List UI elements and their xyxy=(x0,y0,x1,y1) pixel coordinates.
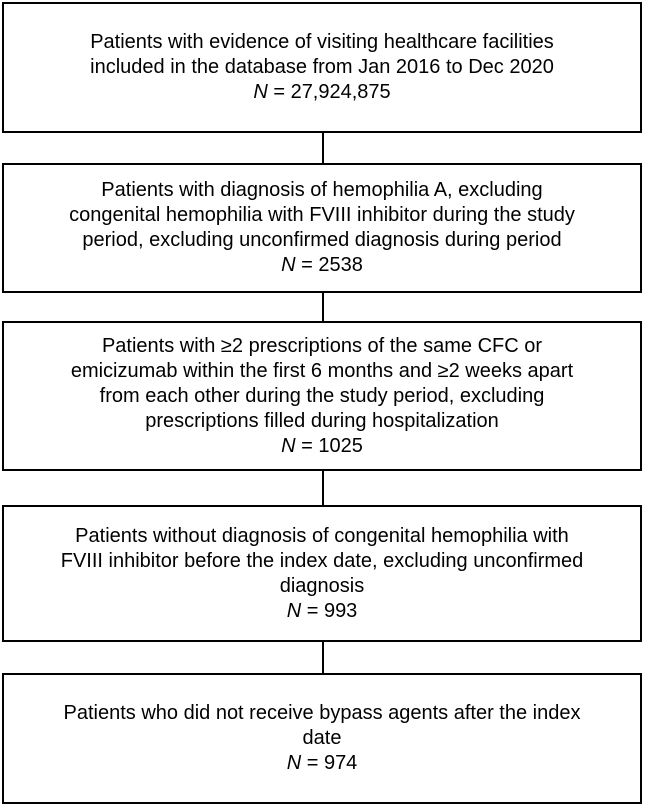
flow-step-4-box xyxy=(2,505,642,642)
step-4-n-symbol: N xyxy=(286,599,302,622)
step-2-n-value: = 2538 xyxy=(301,254,363,276)
connector-line-3 xyxy=(322,471,324,505)
step-3-line-1: Patients with ≥2 prescriptions of the same CFC or xyxy=(101,334,543,357)
step-3-n-value: = 1025 xyxy=(301,434,363,457)
step-4-n-value: = 993 xyxy=(306,599,358,622)
step-5-line-1: Patients who did not receive bypass agents after the index xyxy=(63,702,581,724)
step-1-line-2: included in the database from Jan 2016 to Dec 2020 xyxy=(90,56,554,78)
connector-line-4 xyxy=(322,642,324,673)
step-1-count xyxy=(253,80,390,105)
step-5-n-value: = 974 xyxy=(306,752,358,774)
flow-step-1-box xyxy=(2,2,642,133)
step-1-line-1: Patients with evidence of visiting healthcare facilities xyxy=(90,31,554,53)
flow-step-5-box xyxy=(2,673,642,804)
step-5-count xyxy=(287,751,358,776)
step-4-count xyxy=(287,599,358,624)
step-4-line-1: Patients without diagnosis of congenital hemophilia with xyxy=(75,524,569,547)
step-5-line-2: date xyxy=(302,727,342,749)
flow-step-3-box xyxy=(2,321,642,471)
step-5-n-symbol: N xyxy=(286,752,302,774)
step-3-n-symbol: N xyxy=(281,434,296,457)
step-3-count xyxy=(281,434,363,459)
step-3-line-4: prescriptions filled during hospitalization xyxy=(145,409,499,432)
step-2-line-1: Patients with diagnosis of hemophilia A, excluding xyxy=(101,179,543,201)
step-1-n-symbol: N xyxy=(253,81,268,103)
step-2-line-3: period, excluding unconfirmed diagnosis during period xyxy=(82,229,562,251)
flow-step-2-box xyxy=(2,163,642,293)
connector-line-1 xyxy=(322,133,324,163)
step-3-line-3: from each other during the study period, excluding xyxy=(99,384,545,407)
step-3-line-2: emicizumab within the first 6 months and ≥2 weeks apart xyxy=(70,359,574,382)
step-2-n-symbol: N xyxy=(281,254,296,276)
step-2-count xyxy=(281,253,363,278)
connector-line-2 xyxy=(322,293,324,321)
step-4-line-2: FVIII inhibitor before the index date, excluding unconfirmed xyxy=(60,549,584,572)
step-2-line-2: congenital hemophilia with FVIII inhibitor during the study xyxy=(69,204,575,226)
step-4-line-3: diagnosis xyxy=(279,574,365,597)
step-1-n-value: = 27,924,875 xyxy=(273,81,391,103)
